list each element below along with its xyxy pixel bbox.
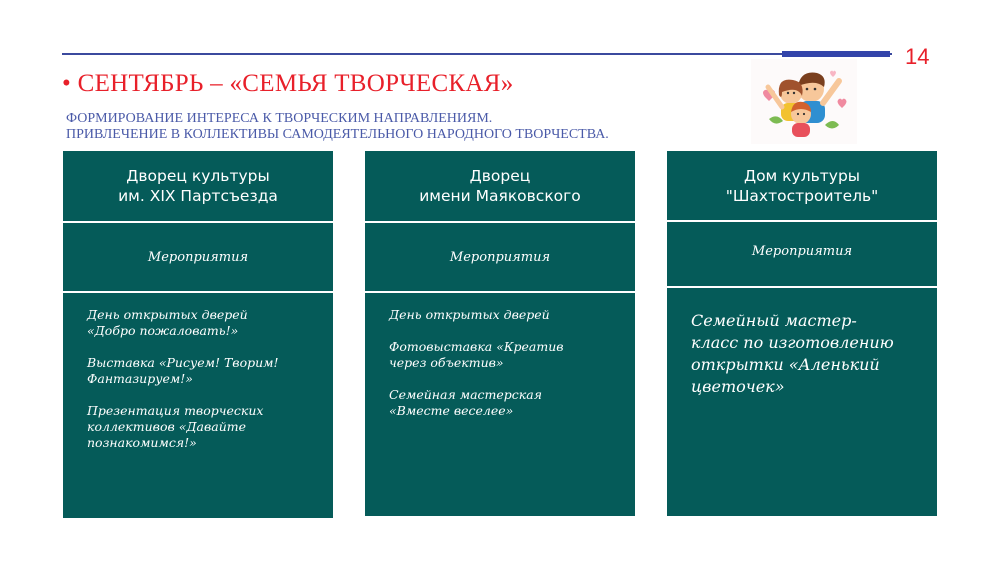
events-list (365, 293, 635, 419)
event-item: Выставка «Рисуем! Творим! Фантазируем!» (87, 355, 279, 386)
header-rule-accent (782, 51, 890, 57)
panel-title (667, 151, 937, 220)
events-label: Мероприятия (449, 249, 551, 265)
event-item: Фотовыставка «Креатив через объектив» (389, 339, 564, 370)
panel-title-line: Дворец культуры (126, 167, 270, 185)
page-number: 14 (905, 44, 930, 69)
event-item: Презентация творческих коллективов «Давайте познакомимся!» (87, 403, 264, 450)
panel-title-line: Дом культуры (743, 166, 861, 185)
panel-title-line: им. XIX Партсъезда (118, 187, 278, 205)
event-item: День открытых дверей «Добро пожаловать!» (87, 307, 248, 338)
panel-title (63, 151, 333, 221)
panel-dk-partsezd (63, 151, 333, 518)
events-list (63, 293, 333, 451)
panel-shakhtostroitel (667, 151, 937, 516)
family-illustration (751, 59, 857, 144)
panel-title-line: "Шахтостроитель" (725, 186, 879, 205)
slide-title: • СЕНТЯБРЬ – «СЕМЬЯ ТВОРЧЕСКАЯ» (62, 70, 514, 97)
event-item: День открытых дверей (389, 307, 550, 322)
panel-title-line: Дворец (469, 167, 531, 185)
panel-title-line: имени Маяковского (419, 187, 581, 205)
subtitle-line: ФОРМИРОВАНИЕ ИНТЕРЕСА К ТВОРЧЕСКИМ НАПРАВЛЕНИЯМ. (66, 111, 493, 126)
event-item: Семейный мастер- класс по изготовлению открытки «Аленький цветочек» (691, 311, 894, 396)
panel-title (365, 151, 635, 221)
subtitle-line: ПРИВЛЕЧЕНИЕ В КОЛЛЕКТИВЫ САМОДЕЯТЕЛЬНОГО НАРОДНОГО ТВОРЧЕСТВА. (66, 127, 609, 142)
header-rule (62, 53, 892, 55)
slide-subtitle (66, 111, 609, 143)
event-item: Семейная мастерская «Вместе веселее» (389, 387, 542, 418)
family-illustration-icon (751, 59, 857, 144)
panel-mayakovsky (365, 151, 635, 516)
events-label: Мероприятия (751, 244, 853, 259)
events-list (667, 288, 937, 398)
events-label: Мероприятия (147, 249, 249, 265)
